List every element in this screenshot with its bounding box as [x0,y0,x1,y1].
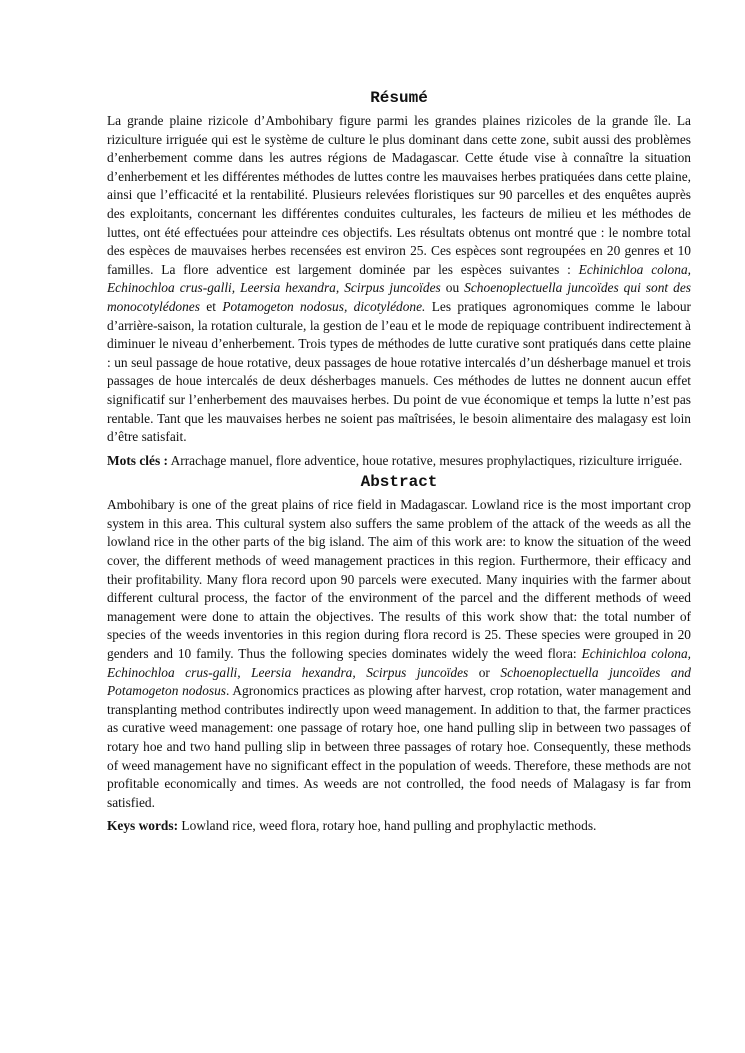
abstract-keywords-label: Keys words: [107,818,179,834]
resume-keywords [107,452,691,471]
document-page [107,88,691,838]
abstract-paragraph [107,496,691,812]
abstract-text-2: or [468,664,501,680]
resume-keywords-label: Mots clés : [107,452,168,468]
resume-text-1: La grande plaine rizicole d’Ambohibary figure parmi les grandes plaines rizicoles de la grande île. La riziculture irriguée qui est le système de culture le plus dominant dans cette zone, subit aussi des problèmes d’enherbement comme dans les autres régions de Madagascar. Cette étude vise à connaître la situation d’enherbement et les différentes méthodes de luttes contre les mauvaises herbes pratiquées dans cette plaine, ainsi que l’efficacité et la rentabilité. Plusieurs relevées floristiques sur 90 parcelles et des enquêtes auprès des exploitants, concernant les différentes conduites culturales, les facteurs de milieu et les méthodes de luttes, ont été effectuées pour atteindre ces objectifs. Les résultats obtenus ont montré que : le nombre total des espèces de mauvaises herbes recensées est environ 25. Ces espèces sont regroupées en 20 genres et 10 familles. La flore adventice est largement dominée par les espèces suivantes : [107,113,691,277]
abstract-heading: Abstract [360,473,438,492]
abstract-keywords [107,817,691,836]
abstract-keywords-text: Lowland rice, weed flora, rotary hoe, hand pulling and prophylactic methods. [178,818,597,834]
resume-heading: Résumé [370,89,428,107]
abstract-species-2: Schoenoplectuella juncoïdes and Potamogeton nodosus [107,664,691,699]
resume-species-2: Schoenoplectuella juncoïdes qui sont des monocotylédones [107,280,691,314]
resume-species-3: Potamogeton nodosus, dicotylédone. [222,298,426,314]
resume-text-4: Les pratiques agronomiques comme le labour d’arrière-saison, la rotation culturale, la gestion de l’eau et le mode de repiquage contribuent indirectement à diminuer le niveau d’enherbement. Trois types de méthodes de lutte curative sont pratiqués dans cette plaine : un seul passage de houe rotative, deux passages de houe rotative intercalés d’un désherbage manuel et trois passages de houe intercalés de deux désherbages manuels. Ces méthodes de luttes ne donnent aucun effet significatif sur l’enherbement des mauvaises herbes. Du point de vue économique et temps la lutte n’est pas rentable. Tant que les mauvaises herbes ne soient pas maîtrisées, le besoin alimentaire des malagasy est loin d’être satisfait. [107,298,692,445]
abstract-text-1: Ambohibary is one of the great plains of rice field in Madagascar. Lowland rice is the most important crop system in this area. This cultural system also suffers the same problem of the attack of the weeds as all the lowland rice in the other parts of the big island. The aim of this work are: to know the situation of the weed cover, the different methods of weed management practices in this region. Furthermore, their efficacy and their profitability. Many flora record upon 90 parcels were executed. Many inquiries with the farmer about different cultural process, the factor of the environment of the parcel and the different methods of weed management were done to attain the objectives. The results of this work show that: the total number of species of the weeds inventories in this region during flora record is 25. These species were grouped in 20 genders and 10 family. Thus the following species dominates widely the weed flora: [107,497,691,662]
resume-species-1: Echinichloa colona, Echinochloa crus-galli, Leersia hexandra, Scirpus juncoïdes [107,261,691,296]
resume-paragraph [107,112,691,447]
abstract-species-1: Echinichloa colona, Echinochloa crus-galli, Leersia hexandra, Scirpus juncoïdes [107,646,691,680]
resume-keywords-text: Arrachage manuel, flore adventice, houe rotative, mesures prophylactiques, riziculture irriguée. [167,452,683,468]
abstract-text-3: . Agronomics practices as plowing after harvest, crop rotation, water management and transplanting method contributes indirectly upon weed management. In addition to that, the farmer practices as curative weed management: one passage of rotary hoe, one hand pulling slip in between two passages of rotary hoe and two hand pulling slip in between three passages of rotary hoe. Consequently, these methods of weed management have no significant effect in the population of weeds. Therefore, these methods are not profitable economically and times. As weeds are not controlled, the food needs of Malagasy is far from satisfied. [107,683,691,810]
resume-text-2: ou [440,280,465,296]
resume-text-3: et [199,298,223,314]
